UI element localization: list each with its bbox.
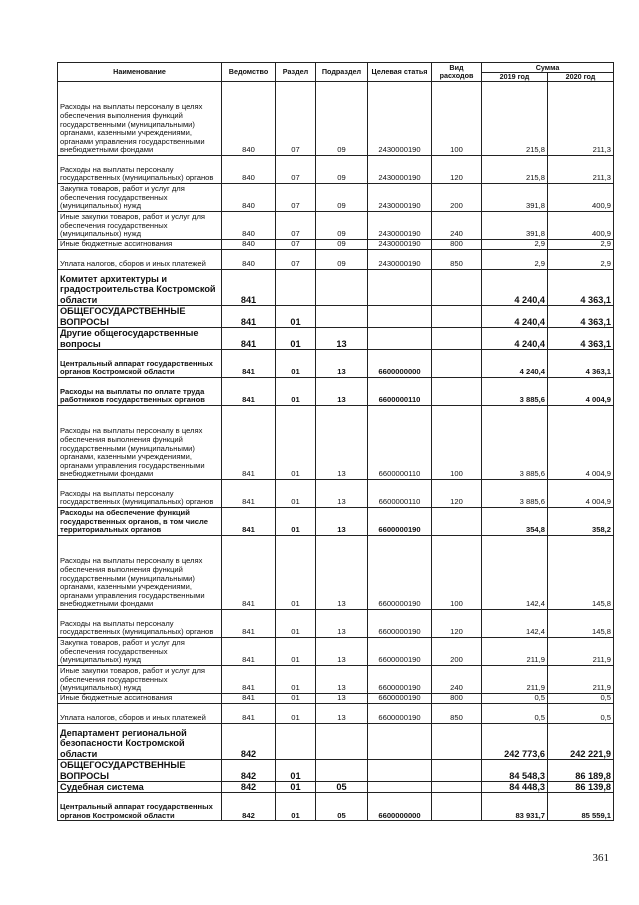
- cell-vedomstvo: 841: [222, 508, 276, 536]
- cell-sum-2019: 211,9: [482, 638, 548, 666]
- cell-sum-2019: 3 885,6: [482, 406, 548, 480]
- cell-sum-2020: 4 363,1: [548, 328, 614, 350]
- cell-sum-2019: 211,9: [482, 666, 548, 694]
- cell-name: Расходы на выплаты персоналу государственных (муниципальных) органов: [58, 610, 222, 638]
- cell-sum-2019: 4 240,4: [482, 270, 548, 306]
- table-body: [58, 82, 614, 821]
- cell-sum-2019: 84 448,3: [482, 782, 548, 793]
- cell-podrazdel: 13: [316, 610, 368, 638]
- table-row: [58, 270, 614, 306]
- cell-vedomstvo: 841: [222, 406, 276, 480]
- cell-sum-2020: 242 221,9: [548, 724, 614, 760]
- cell-sum-2020: 85 559,1: [548, 793, 614, 821]
- cell-razdel: [276, 270, 316, 306]
- cell-name: Расходы на обеспечение функций государственных органов, в том числе территориальных органов: [58, 508, 222, 536]
- cell-podrazdel: 05: [316, 782, 368, 793]
- table-row: [58, 212, 614, 240]
- header-vedomstvo: Ведомство: [222, 63, 276, 82]
- budget-table: [57, 62, 614, 821]
- cell-vedomstvo: 841: [222, 306, 276, 328]
- cell-podrazdel: 09: [316, 184, 368, 212]
- cell-podrazdel: 09: [316, 156, 368, 184]
- header-vid: Вид расходов: [432, 63, 482, 82]
- header-podrazdel: Подраздел: [316, 63, 368, 82]
- cell-name: Другие общегосударственные вопросы: [58, 328, 222, 350]
- cell-sum-2019: 84 548,3: [482, 760, 548, 782]
- header-name: Наименование: [58, 63, 222, 82]
- cell-vid: [432, 724, 482, 760]
- cell-name: Комитет архитектуры и градостроительства Костромской области: [58, 270, 222, 306]
- cell-name: Расходы на выплаты персоналу государственных (муниципальных) органов: [58, 156, 222, 184]
- cell-target: 2430000190: [368, 184, 432, 212]
- cell-vedomstvo: 841: [222, 638, 276, 666]
- cell-vedomstvo: 840: [222, 82, 276, 156]
- cell-vedomstvo: 840: [222, 212, 276, 240]
- cell-podrazdel: 09: [316, 250, 368, 270]
- header-year-2019: 2019 год: [482, 73, 548, 82]
- cell-podrazdel: 13: [316, 638, 368, 666]
- cell-target: 6600000110: [368, 406, 432, 480]
- cell-podrazdel: 13: [316, 328, 368, 350]
- cell-sum-2019: 0,5: [482, 694, 548, 704]
- cell-razdel: 01: [276, 782, 316, 793]
- cell-razdel: 01: [276, 704, 316, 724]
- table-row: [58, 508, 614, 536]
- table-row: [58, 666, 614, 694]
- cell-name: Расходы на выплаты персоналу в целях обеспечения выполнения функций государственными (муниципальными) органами, казенными учреждениями, органами управления государственными внебюджетными фондами: [58, 82, 222, 156]
- cell-target: 6600000190: [368, 610, 432, 638]
- header-target: Целевая статья: [368, 63, 432, 82]
- table-row: [58, 760, 614, 782]
- table-row: [58, 306, 614, 328]
- cell-sum-2020: 2,9: [548, 240, 614, 250]
- cell-target: 6600000000: [368, 350, 432, 378]
- table-row: [58, 724, 614, 760]
- table-row: [58, 406, 614, 480]
- cell-target: 6600000110: [368, 378, 432, 406]
- cell-name: Иные закупки товаров, работ и услуг для обеспечения государственных (муниципальных) нужд: [58, 212, 222, 240]
- cell-name: Департамент региональной безопасности Костромской области: [58, 724, 222, 760]
- cell-vid: 120: [432, 156, 482, 184]
- cell-sum-2019: 0,5: [482, 704, 548, 724]
- cell-vedomstvo: 841: [222, 704, 276, 724]
- page-number: 361: [592, 852, 609, 864]
- cell-podrazdel: 09: [316, 82, 368, 156]
- table-row: [58, 250, 614, 270]
- cell-podrazdel: [316, 760, 368, 782]
- cell-vedomstvo: 842: [222, 793, 276, 821]
- cell-podrazdel: 09: [316, 212, 368, 240]
- cell-sum-2019: 242 773,6: [482, 724, 548, 760]
- cell-sum-2019: 4 240,4: [482, 350, 548, 378]
- table-row: [58, 704, 614, 724]
- cell-sum-2019: 2,9: [482, 250, 548, 270]
- table-row: [58, 638, 614, 666]
- cell-name: Центральный аппарат государственных органов Костромской области: [58, 793, 222, 821]
- cell-vid: [432, 793, 482, 821]
- cell-vedomstvo: 841: [222, 378, 276, 406]
- cell-vedomstvo: 841: [222, 270, 276, 306]
- cell-target: 2430000190: [368, 156, 432, 184]
- cell-podrazdel: [316, 724, 368, 760]
- cell-razdel: 01: [276, 638, 316, 666]
- cell-podrazdel: 13: [316, 536, 368, 610]
- cell-razdel: 01: [276, 508, 316, 536]
- cell-vedomstvo: 841: [222, 350, 276, 378]
- cell-vedomstvo: 841: [222, 536, 276, 610]
- cell-vid: 800: [432, 240, 482, 250]
- cell-vedomstvo: 842: [222, 724, 276, 760]
- cell-vedomstvo: 841: [222, 610, 276, 638]
- cell-sum-2020: 4 363,1: [548, 350, 614, 378]
- cell-sum-2020: 0,5: [548, 694, 614, 704]
- cell-sum-2019: 391,8: [482, 212, 548, 240]
- cell-sum-2020: 211,9: [548, 638, 614, 666]
- cell-sum-2019: 2,9: [482, 240, 548, 250]
- cell-sum-2019: 215,8: [482, 156, 548, 184]
- cell-sum-2020: 211,9: [548, 666, 614, 694]
- cell-sum-2020: 4 363,1: [548, 270, 614, 306]
- cell-sum-2020: 2,9: [548, 250, 614, 270]
- cell-vid: 240: [432, 212, 482, 240]
- cell-razdel: 01: [276, 694, 316, 704]
- cell-vedomstvo: 840: [222, 184, 276, 212]
- cell-podrazdel: 13: [316, 666, 368, 694]
- cell-podrazdel: 09: [316, 240, 368, 250]
- cell-name: Иные закупки товаров, работ и услуг для обеспечения государственных (муниципальных) нужд: [58, 666, 222, 694]
- cell-sum-2019: 4 240,4: [482, 306, 548, 328]
- cell-sum-2020: 358,2: [548, 508, 614, 536]
- cell-sum-2019: 215,8: [482, 82, 548, 156]
- table-row: [58, 694, 614, 704]
- cell-vedomstvo: 841: [222, 694, 276, 704]
- cell-vid: [432, 350, 482, 378]
- cell-vid: [432, 270, 482, 306]
- cell-vid: [432, 508, 482, 536]
- cell-name: ОБЩЕГОСУДАРСТВЕННЫЕ ВОПРОСЫ: [58, 306, 222, 328]
- cell-target: 6600000190: [368, 694, 432, 704]
- cell-name: Центральный аппарат государственных органов Костромской области: [58, 350, 222, 378]
- cell-vid: 100: [432, 406, 482, 480]
- cell-name: Уплата налогов, сборов и иных платежей: [58, 704, 222, 724]
- cell-vedomstvo: 841: [222, 328, 276, 350]
- cell-target: 2430000190: [368, 212, 432, 240]
- cell-razdel: 07: [276, 212, 316, 240]
- cell-sum-2019: 142,4: [482, 536, 548, 610]
- cell-target: [368, 760, 432, 782]
- header-sum: Сумма: [482, 63, 614, 73]
- cell-sum-2020: 211,3: [548, 156, 614, 184]
- cell-vid: 200: [432, 638, 482, 666]
- table-row: [58, 156, 614, 184]
- cell-sum-2020: 86 189,8: [548, 760, 614, 782]
- cell-target: 6600000190: [368, 704, 432, 724]
- cell-sum-2019: 3 885,6: [482, 480, 548, 508]
- cell-target: [368, 782, 432, 793]
- cell-sum-2020: 400,9: [548, 184, 614, 212]
- cell-sum-2020: 145,8: [548, 536, 614, 610]
- cell-sum-2020: 4 004,9: [548, 406, 614, 480]
- cell-razdel: 01: [276, 536, 316, 610]
- table-row: [58, 328, 614, 350]
- cell-sum-2020: 86 139,8: [548, 782, 614, 793]
- cell-name: Расходы на выплаты по оплате труда работников государственных органов: [58, 378, 222, 406]
- cell-vid: 200: [432, 184, 482, 212]
- cell-target: 6600000190: [368, 638, 432, 666]
- cell-podrazdel: [316, 306, 368, 328]
- table-row: [58, 610, 614, 638]
- cell-sum-2020: 4 363,1: [548, 306, 614, 328]
- cell-vid: 850: [432, 704, 482, 724]
- cell-target: 6600000190: [368, 666, 432, 694]
- cell-vid: 100: [432, 536, 482, 610]
- cell-razdel: 07: [276, 82, 316, 156]
- cell-vid: [432, 782, 482, 793]
- cell-sum-2019: 354,8: [482, 508, 548, 536]
- cell-target: [368, 328, 432, 350]
- cell-name: Расходы на выплаты персоналу в целях обеспечения выполнения функций государственными (муниципальными) органами, казенными учреждениями, органами управления государственными внебюджетными фондами: [58, 406, 222, 480]
- cell-vid: [432, 378, 482, 406]
- cell-razdel: 01: [276, 610, 316, 638]
- cell-name: Закупка товаров, работ и услуг для обеспечения государственных (муниципальных) нужд: [58, 184, 222, 212]
- cell-sum-2020: 0,5: [548, 704, 614, 724]
- cell-vid: [432, 760, 482, 782]
- cell-sum-2020: 400,9: [548, 212, 614, 240]
- table-row: [58, 793, 614, 821]
- cell-vid: 120: [432, 610, 482, 638]
- cell-target: 2430000190: [368, 82, 432, 156]
- table-row: [58, 82, 614, 156]
- cell-vid: [432, 306, 482, 328]
- cell-razdel: [276, 724, 316, 760]
- cell-podrazdel: 13: [316, 480, 368, 508]
- cell-name: ОБЩЕГОСУДАРСТВЕННЫЕ ВОПРОСЫ: [58, 760, 222, 782]
- cell-razdel: 07: [276, 240, 316, 250]
- cell-vedomstvo: 842: [222, 782, 276, 793]
- cell-sum-2019: 3 885,6: [482, 378, 548, 406]
- cell-target: 6600000190: [368, 536, 432, 610]
- cell-podrazdel: [316, 270, 368, 306]
- cell-sum-2019: 4 240,4: [482, 328, 548, 350]
- cell-razdel: 01: [276, 378, 316, 406]
- cell-razdel: 01: [276, 328, 316, 350]
- cell-razdel: 07: [276, 184, 316, 212]
- cell-sum-2020: 145,8: [548, 610, 614, 638]
- cell-podrazdel: 13: [316, 694, 368, 704]
- cell-podrazdel: 13: [316, 350, 368, 378]
- cell-target: 6600000190: [368, 508, 432, 536]
- cell-name: Судебная система: [58, 782, 222, 793]
- cell-podrazdel: 05: [316, 793, 368, 821]
- cell-sum-2020: 4 004,9: [548, 480, 614, 508]
- cell-sum-2019: 83 931,7: [482, 793, 548, 821]
- cell-podrazdel: 13: [316, 704, 368, 724]
- table-row: [58, 536, 614, 610]
- cell-razdel: 07: [276, 156, 316, 184]
- cell-razdel: 01: [276, 760, 316, 782]
- cell-razdel: 01: [276, 793, 316, 821]
- cell-vedomstvo: 841: [222, 666, 276, 694]
- cell-sum-2020: 4 004,9: [548, 378, 614, 406]
- cell-name: Иные бюджетные ассигнования: [58, 240, 222, 250]
- cell-target: 2430000190: [368, 250, 432, 270]
- table-row: [58, 240, 614, 250]
- cell-razdel: 07: [276, 250, 316, 270]
- cell-vid: [432, 328, 482, 350]
- cell-razdel: 01: [276, 406, 316, 480]
- cell-vid: 240: [432, 666, 482, 694]
- cell-vid: 120: [432, 480, 482, 508]
- cell-vid: 100: [432, 82, 482, 156]
- cell-podrazdel: 13: [316, 508, 368, 536]
- cell-target: 6600000000: [368, 793, 432, 821]
- cell-podrazdel: 13: [316, 378, 368, 406]
- cell-name: Расходы на выплаты персоналу государственных (муниципальных) органов: [58, 480, 222, 508]
- table-row: [58, 184, 614, 212]
- cell-name: Уплата налогов, сборов и иных платежей: [58, 250, 222, 270]
- cell-razdel: 01: [276, 350, 316, 378]
- cell-sum-2019: 142,4: [482, 610, 548, 638]
- cell-target: [368, 724, 432, 760]
- cell-sum-2020: 211,3: [548, 82, 614, 156]
- cell-razdel: 01: [276, 306, 316, 328]
- cell-vedomstvo: 840: [222, 240, 276, 250]
- cell-target: [368, 306, 432, 328]
- cell-name: Закупка товаров, работ и услуг для обеспечения государственных (муниципальных) нужд: [58, 638, 222, 666]
- cell-vid: 850: [432, 250, 482, 270]
- cell-vedomstvo: 840: [222, 156, 276, 184]
- cell-razdel: 01: [276, 480, 316, 508]
- cell-name: Иные бюджетные ассигнования: [58, 694, 222, 704]
- table-row: [58, 480, 614, 508]
- table-row: [58, 378, 614, 406]
- cell-vid: 800: [432, 694, 482, 704]
- cell-razdel: 01: [276, 666, 316, 694]
- cell-target: 2430000190: [368, 240, 432, 250]
- cell-podrazdel: 13: [316, 406, 368, 480]
- cell-vedomstvo: 841: [222, 480, 276, 508]
- cell-vedomstvo: 842: [222, 760, 276, 782]
- cell-name: Расходы на выплаты персоналу в целях обеспечения выполнения функций государственными (муниципальными) органами, казенными учреждениями, органами управления государственными внебюджетными фондами: [58, 536, 222, 610]
- cell-sum-2019: 391,8: [482, 184, 548, 212]
- table-row: [58, 782, 614, 793]
- cell-target: 6600000110: [368, 480, 432, 508]
- cell-vedomstvo: 840: [222, 250, 276, 270]
- table-row: [58, 350, 614, 378]
- header-razdel: Раздел: [276, 63, 316, 82]
- cell-target: [368, 270, 432, 306]
- header-year-2020: 2020 год: [548, 73, 614, 82]
